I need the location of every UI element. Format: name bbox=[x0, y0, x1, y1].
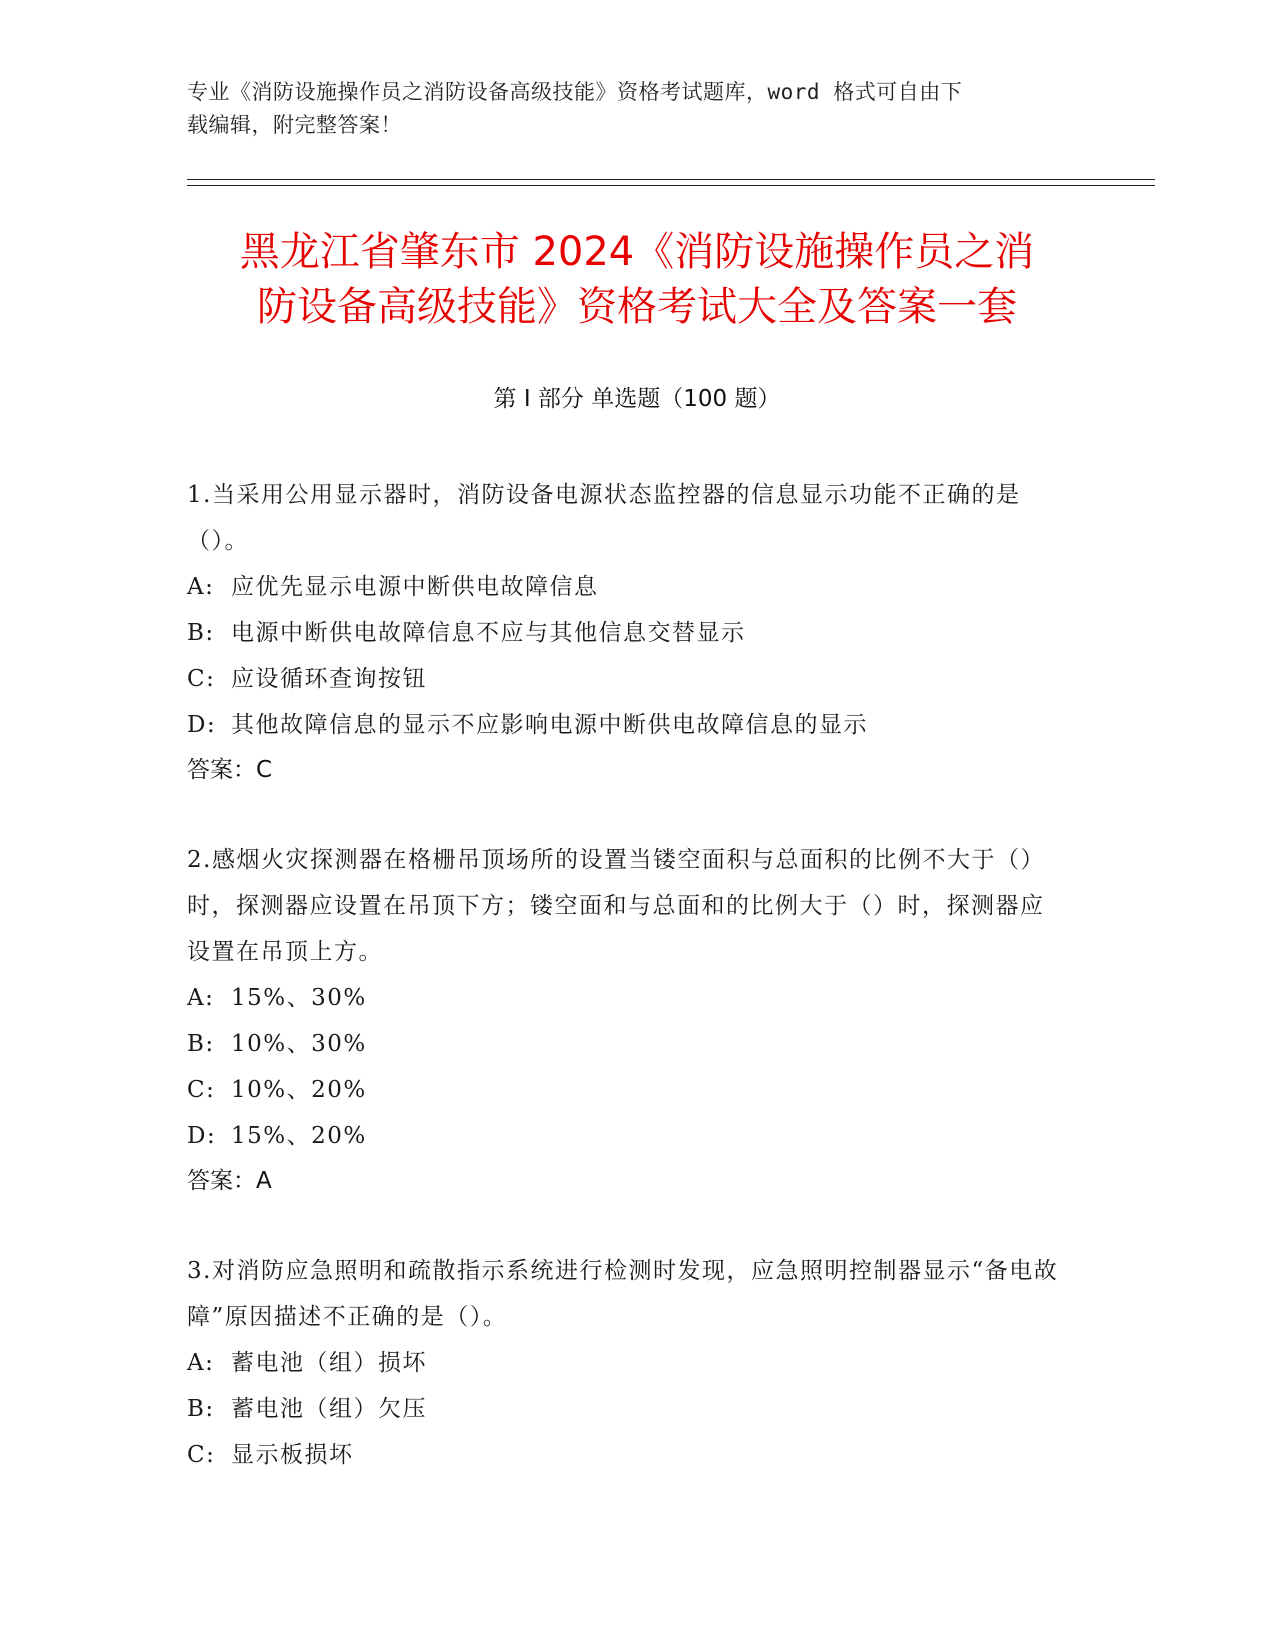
document-title-line-2: 防设备高级技能》资格考试大全及答案一套 bbox=[257, 284, 1017, 330]
option-b bbox=[187, 1386, 1067, 1432]
option-a bbox=[187, 975, 1067, 1021]
option-letter: A: bbox=[187, 1350, 215, 1376]
option-a bbox=[187, 1340, 1067, 1386]
option-letter: B: bbox=[187, 1031, 215, 1057]
option-c bbox=[187, 1432, 1067, 1478]
option-letter: D: bbox=[187, 712, 217, 738]
option-c bbox=[187, 656, 1067, 702]
header-divider-top bbox=[187, 179, 1155, 180]
option-letter: A: bbox=[187, 574, 215, 600]
question-list bbox=[187, 472, 1067, 1523]
header-note-line-1: 专业《消防设施操作员之消防设备高级技能》资格考试题库，word 格式可自由下 bbox=[187, 80, 963, 104]
option-text: 蓄电池（组）损坏 bbox=[231, 1350, 427, 1376]
option-text: 电源中断供电故障信息不应与其他信息交替显示 bbox=[231, 620, 746, 646]
document-title bbox=[187, 225, 1087, 335]
option-text: 显示板损坏 bbox=[231, 1442, 354, 1468]
question-item bbox=[187, 1248, 1067, 1478]
option-text: 15%、30% bbox=[231, 985, 367, 1011]
option-c bbox=[187, 1067, 1067, 1113]
header-note-line-2: 载编辑，附完整答案！ bbox=[187, 113, 402, 137]
option-letter: C: bbox=[187, 666, 216, 692]
option-letter: B: bbox=[187, 620, 215, 646]
header-note bbox=[187, 76, 1067, 142]
option-d bbox=[187, 702, 1067, 748]
question-stem: 2.感烟火灾探测器在格栅吊顶场所的设置当镂空面积与总面积的比例不大于（）时，探测器应设置在吊顶下方；镂空面和与总面和的比例大于（）时，探测器应设置在吊顶上方。 bbox=[187, 847, 1045, 965]
option-letter: D: bbox=[187, 1123, 217, 1149]
option-text: 其他故障信息的显示不应影响电源中断供电故障信息的显示 bbox=[231, 712, 868, 738]
header-divider-bottom bbox=[187, 185, 1155, 186]
question-stem: 1.当采用公用显示器时，消防设备电源状态监控器的信息显示功能不正确的是（）。 bbox=[187, 482, 1021, 554]
option-text: 蓄电池（组）欠压 bbox=[231, 1396, 427, 1422]
option-d bbox=[187, 1113, 1067, 1159]
question-stem: 3.对消防应急照明和疏散指示系统进行检测时发现，应急照明控制器显示“备电故障”原因描述不正确的是（）。 bbox=[187, 1258, 1059, 1330]
document-title-line-1: 黑龙江省肇东市 2024《消防设施操作员之消 bbox=[239, 229, 1035, 275]
option-text: 10%、20% bbox=[231, 1077, 367, 1103]
option-letter: A: bbox=[187, 985, 215, 1011]
option-b bbox=[187, 1021, 1067, 1067]
option-text: 应优先显示电源中断供电故障信息 bbox=[231, 574, 599, 600]
option-letter: C: bbox=[187, 1077, 216, 1103]
question-item bbox=[187, 472, 1067, 792]
option-letter: B: bbox=[187, 1396, 215, 1422]
option-text: 应设循环查询按钮 bbox=[231, 666, 427, 692]
option-a bbox=[187, 564, 1067, 610]
section-title: 第 I 部分 单选题（100 题） bbox=[493, 386, 781, 412]
option-letter: C: bbox=[187, 1442, 216, 1468]
option-b bbox=[187, 610, 1067, 656]
answer-line: 答案：A bbox=[187, 1168, 272, 1194]
option-text: 15%、20% bbox=[231, 1123, 367, 1149]
answer-line: 答案：C bbox=[187, 757, 273, 783]
question-item bbox=[187, 837, 1067, 1203]
option-text: 10%、30% bbox=[231, 1031, 367, 1057]
